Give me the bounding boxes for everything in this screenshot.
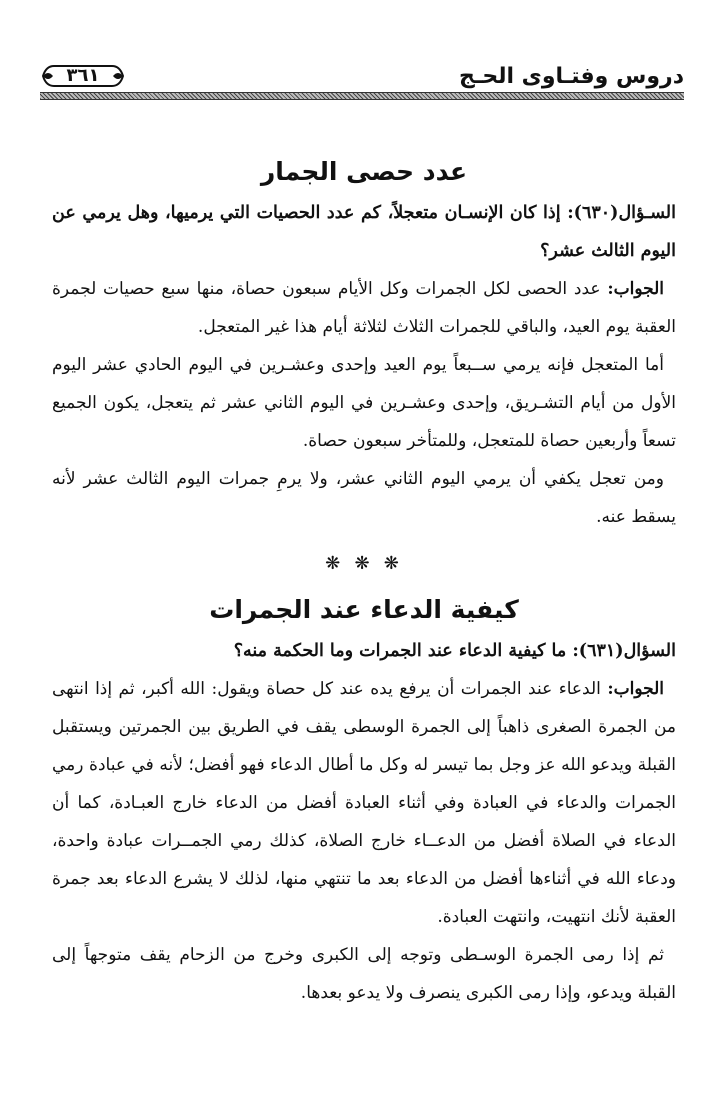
question-text: إذا كان الإنسـان متعجلاً، كم عدد الحصيات التي يرميها، وهل يرمي عن اليوم الثالث عشر؟ [52,203,676,261]
question-label: السؤال(٦٣١): [572,641,676,661]
section-supplication [52,588,676,1012]
section-heading: عدد حصى الجمار [260,157,468,186]
answer-text: الدعاء عند الجمرات أن يرفع يده عند كل حصاة ويقول: الله أكبر، ثم إذا انتهى من الجمرة الصغرى ذاهباً إلى الجمرة الوسطى يقف في الطريق بين الجمرتين ويستقبل القبلة ويدعو الله عز وجل بما تيسر له وكل ما أطال الدعاء فهو أفضل؛ لأنه في عبادة رمي الجمرات والدعاء في العبادة وفي أثناء العبادة أفضل من الدعاء خارج العبـادة، كما أن الدعاء في الصلاة أفضل من الدعــاء خارج الصلاة، كذلك رمي الجمــرات عبادة واحدة، ودعاء الله في أثناءها أفضل من الدعاء بعد ما تنتهي منها، لذلك لا يشرع الدعاء بعد جمرة العقبة لأنك انتهيت، وانتهت العبادة. [52,679,676,927]
body-paragraph: ثم إذا رمى الجمرة الوسـطى وتوجه إلى الكبرى وخرج من الزحام يقف متوجهاً إلى القبلة ويدعو، وإذا رمى الكبرى ينصرف ولا يدعو بعدها. [52,945,676,1003]
page-number: ٣٦١ [66,65,100,86]
answer-label: الجواب: [607,679,665,699]
question-text: ما كيفية الدعاء عند الجمرات وما الحكمة منه؟ [233,641,567,661]
page-content [52,150,676,1012]
running-header [40,58,684,98]
section-pebble-count [52,150,676,536]
answer-text: عدد الحصى لكل الجمرات وكل الأيام سبعون حصاة، منها سبع حصيات لجمرة العقبة يوم العيد، والباقي للجمرات الثلاث لثلاثة أيام هذا غير المتعجل. [52,279,676,337]
page-number-badge [40,62,126,90]
answer-label: الجواب: [607,279,665,299]
answer-paragraph [52,270,676,346]
body-paragraph: أما المتعجل فإنه يرمي ســبعاً يوم العيد وإحدى وعشـرين في اليوم الحادي عشر اليوم الأول من أيام التشـريق، وإحدى وعشـرين في اليوم الثاني عشر ثم يتعجل، يكون الجميع تسعاً وأربعين حصاة للمتعجل، وللمتأخر سبعون حصاة. [52,355,676,451]
question-label: السـؤال(٦٣٠): [567,203,677,223]
header-rule [40,92,684,100]
section-separator: ❋ ❋ ❋ [325,553,403,574]
book-title: دروس وفتـاوى الحـج [458,64,684,89]
body-paragraph: ومن تعجل يكفي أن يرمي اليوم الثاني عشر، ولا يرمِ جمرات اليوم الثالث عشر لأنه يسقط عنه. [52,469,676,527]
question-630 [52,194,676,270]
question-631 [52,632,676,670]
section-heading: كيفية الدعاء عند الجمرات [209,595,519,624]
answer-paragraph [52,670,676,936]
